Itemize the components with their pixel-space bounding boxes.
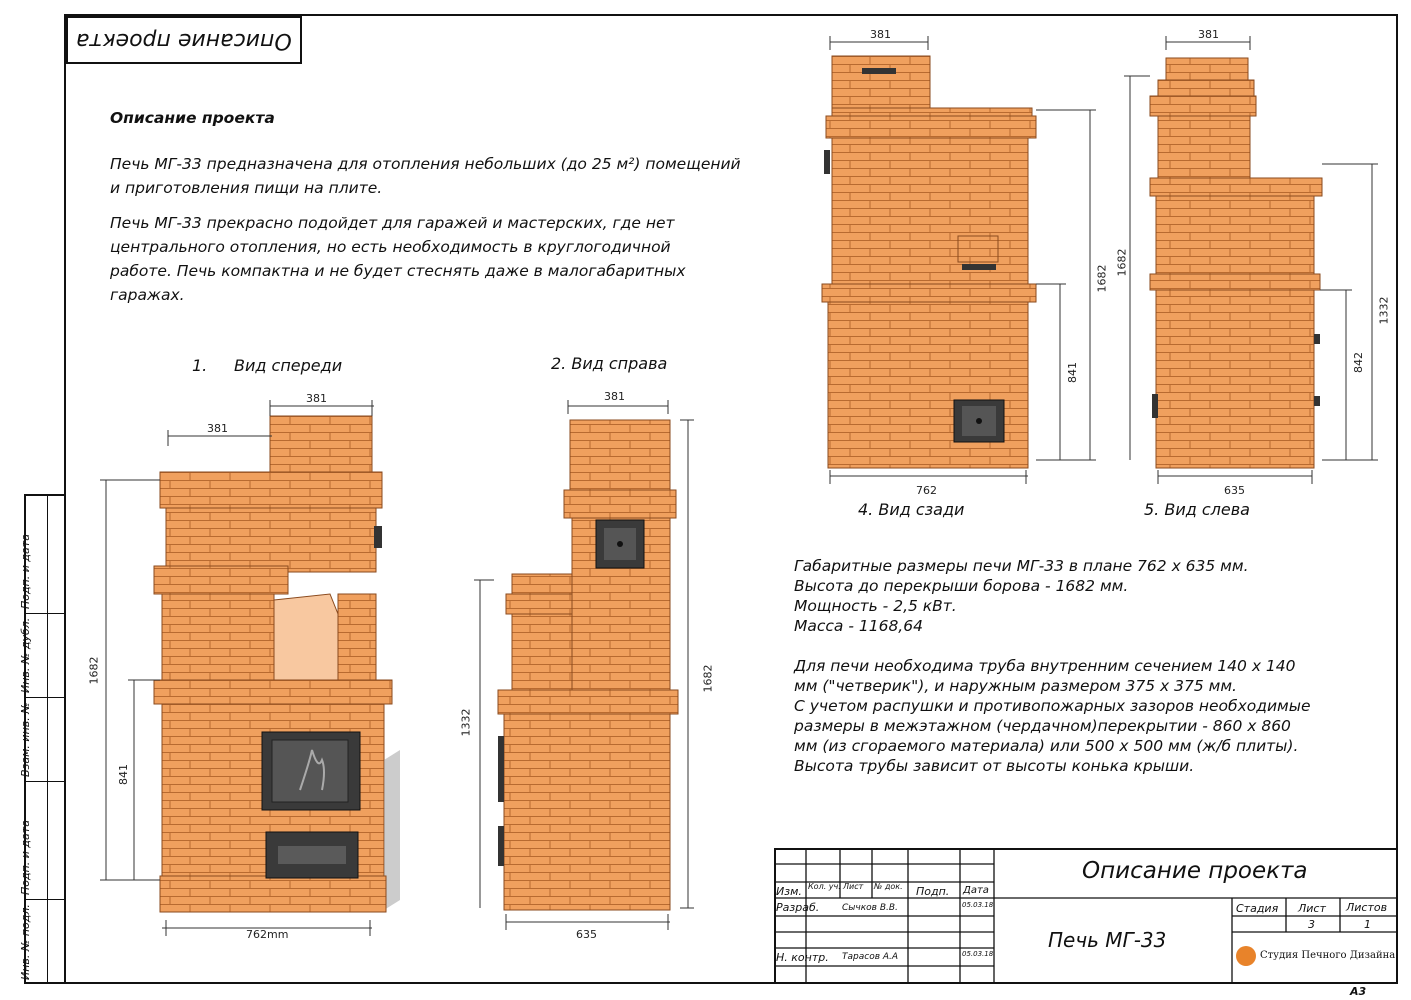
front-view-caption: Вид спереди [234,356,343,375]
margin-label: Подп. и дата [19,534,32,609]
note-line: Высота трубы зависит от высоты конька крыши. [794,757,1195,775]
tb-listov-val: 1 [1364,918,1371,931]
tb-h-ndok: № док. [874,882,903,891]
tb-listov: Листов [1346,901,1388,914]
tb-nkontr: Н. контр. [776,951,829,964]
back-dim-top: 381 [870,28,891,41]
left-view-drawing [1124,36,1378,484]
back-dim-width: 762 [916,484,937,497]
notes-block [794,656,1311,776]
front-dim-top2: 381 [207,422,228,435]
tb-h-list: Лист [843,882,864,891]
spec-line: Высота до перекрыши борова - 1682 мм. [794,577,1129,595]
spec-line: Мощность - 2,5 кВт. [794,597,957,615]
margin-label: Подп. и дата [19,820,32,895]
margin-label: Взам. инв. № [19,702,32,777]
left-dim-width: 635 [1224,484,1245,497]
p2-line: центрального отопления, но есть необходимость в круглогодичной [110,238,671,256]
back-dim-height2: 841 [1066,362,1079,383]
note-line: мм ("четверик"), и наружным размером 375 х 375 мм. [794,677,1237,695]
back-view-drawing [822,36,1096,484]
margin-label: Инв. № дубл. [19,617,32,693]
front-dim-height2: 841 [117,764,130,785]
margin-label: Инв. № подл. [19,904,32,980]
left-dim-top: 381 [1198,28,1219,41]
left-dim-height2: 1332 [1377,296,1391,325]
header-stamp-text: Описание проекта [76,27,292,53]
front-dim-height: 1682 [87,656,101,685]
right-dim-top: 381 [604,390,625,403]
right-view-drawing [474,400,694,930]
front-view-drawing [100,400,400,936]
description-title: Описание проекта [110,109,275,127]
tb-nkontr-name: Тарасов А.А [842,952,899,962]
p2-line: гаражах. [110,286,185,304]
tb-studio: Студия Печного Дизайна [1260,950,1396,961]
studio-logo-icon [1236,946,1256,966]
p1-line: и приготовления пищи на плите. [110,179,383,197]
right-dim-width: 635 [576,928,597,941]
note-line: Для печи необходима труба внутренним сечением 140 х 140 [794,657,1296,675]
p1-line: Печь МГ-33 предназначена для отопления небольших (до 25 м²) помещений [110,155,741,173]
p2-line: работе. Печь компактна и не будет стеснять даже в малогабаритных [110,262,686,280]
tb-list: Лист [1298,902,1326,915]
note-line: мм (из сгораемого материала) или 500 х 500 мм (ж/б плиты). [794,737,1299,755]
left-dim-height3: 842 [1352,352,1365,373]
right-view-caption: 2. Вид справа [551,354,668,373]
front-view-number: 1. [192,356,208,375]
tb-razrab-date: 05.03.18 [962,901,994,909]
front-dim-top: 381 [306,392,327,405]
tb-nkontr-date: 05.03.18 [962,950,994,958]
tb-h-izm: Изм. [776,885,802,898]
tb-product: Печь МГ-33 [1048,928,1167,952]
tb-h-kol: Кол. уч. [808,882,841,891]
tb-h-podp: Подп. [916,885,950,898]
left-view-caption: 5. Вид слева [1144,500,1250,519]
tb-stadia: Стадия [1236,902,1279,915]
right-dim-height: 1682 [701,664,715,693]
tb-h-data: Дата [963,885,989,896]
tb-razrab: Разраб. [776,901,820,914]
spec-line: Масса - 1168,64 [794,617,923,635]
back-view-caption: 4. Вид сзади [858,500,965,519]
p2-line: Печь МГ-33 прекрасно подойдет для гаражей и мастерских, где нет [110,214,675,232]
left-dim-height: 1682 [1115,248,1129,277]
specs-block [794,556,1249,636]
format-label: А3 [1350,985,1367,998]
spec-line: Габаритные размеры печи МГ-33 в плане 762 х 635 мм. [794,557,1249,575]
right-dim-height2: 1332 [459,708,473,737]
back-dim-height: 1682 [1095,264,1109,293]
note-line: размеры в межэтажном (чердачном)перекрытии - 860 х 860 [794,717,1291,735]
tb-razrab-name: Сычков В.В. [842,903,898,913]
tb-list-val: 3 [1308,918,1315,931]
note-line: С учетом распушки и противопожарных зазоров необходимые [794,697,1311,715]
tb-doc-title: Описание проекта [1082,858,1308,884]
front-dim-width: 762mm [246,928,289,941]
